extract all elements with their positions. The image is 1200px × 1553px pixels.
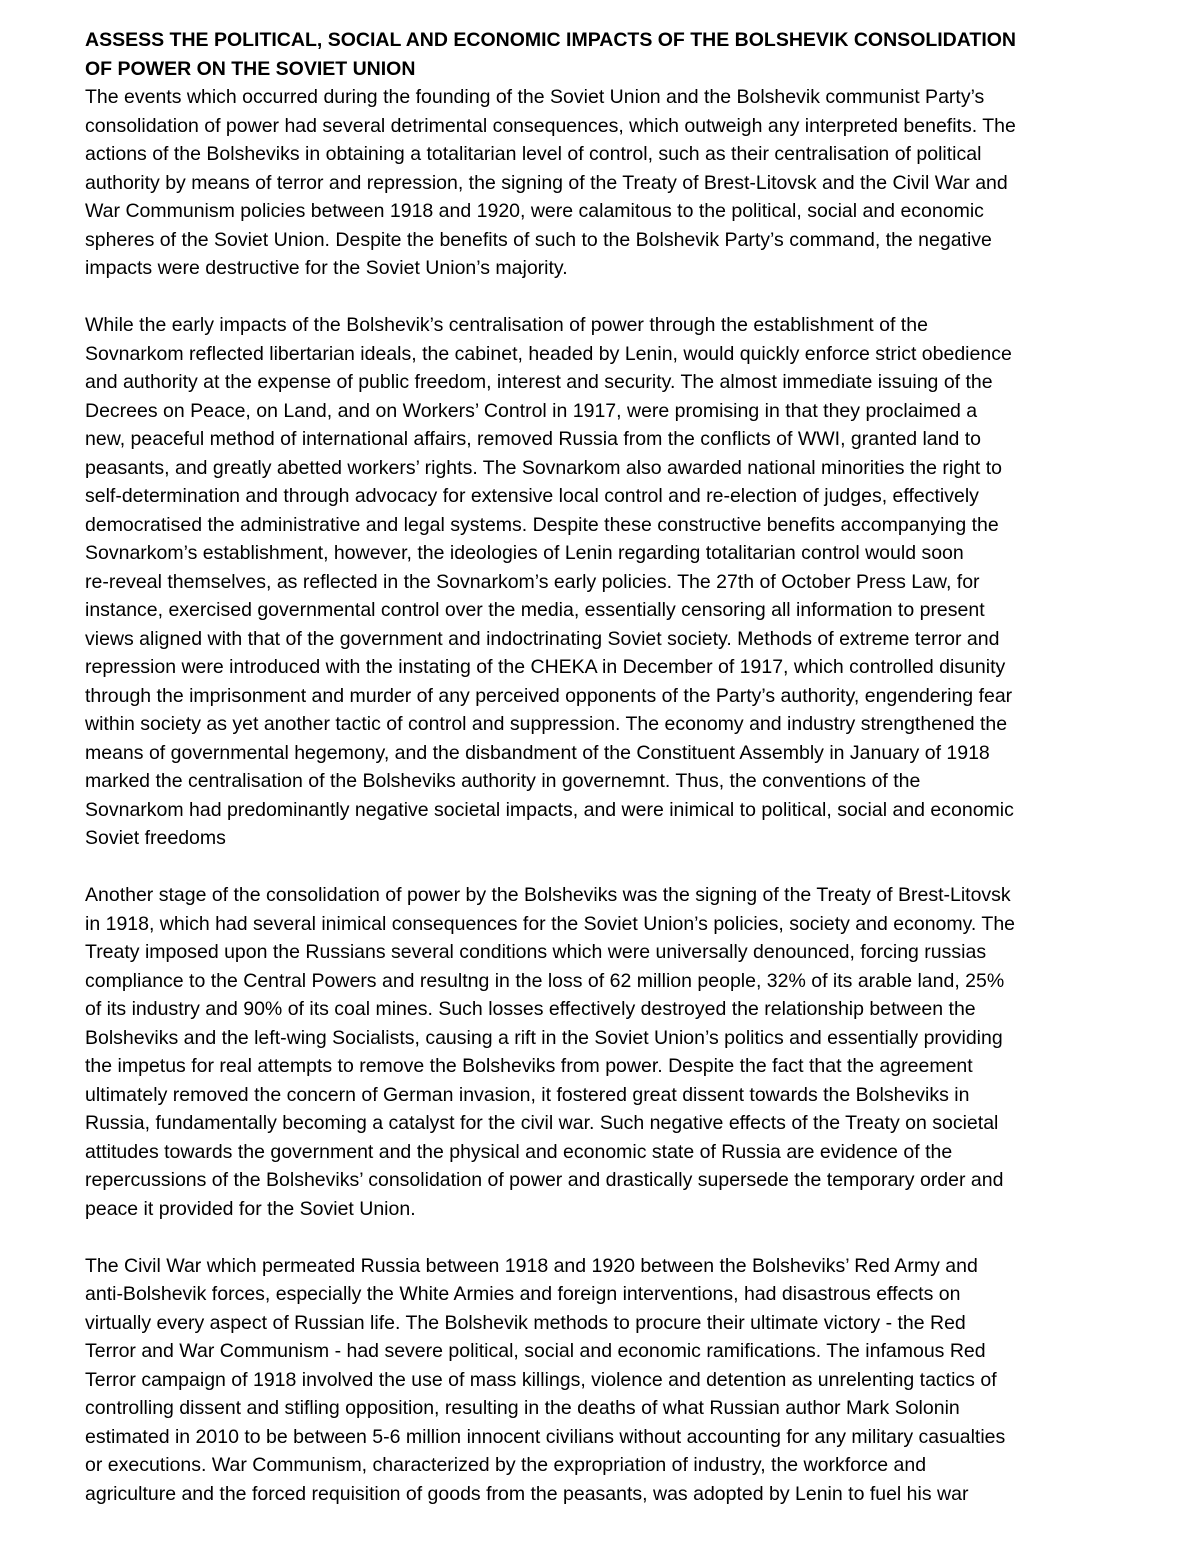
paragraph-line: The events which occurred during the founding of the Soviet Union and the Bolshevik communist Party’s	[85, 86, 985, 108]
paragraph-sovnarkom	[85, 311, 1130, 853]
paragraph-line: consolidation of power had several detrimental consequences, which outweigh any interpreted benefits. The	[85, 114, 1016, 137]
paragraph-line: instance, exercised governmental control over the media, essentially censoring all information to present	[85, 599, 985, 621]
paragraph-line: through the imprisonment and murder of any perceived opponents of the Party’s authority, engendering fear	[85, 684, 1013, 707]
paragraph-civil-war	[85, 1252, 1130, 1509]
paragraph-line: means of governmental hegemony, and the disbandment of the Constituent Assembly in January of 1918	[85, 741, 990, 764]
paragraph-line: ultimately removed the concern of German invasion, it fostered great dissent towards the Bolsheviks in	[85, 1083, 970, 1106]
paragraph-line: Decrees on Peace, on Land, and on Workers’ Control in 1917, were promising in that they proclaimed a	[85, 399, 978, 422]
paragraph-line: virtually every aspect of Russian life. The Bolshevik methods to procure their ultimate victory - the Red	[85, 1311, 966, 1334]
paragraph-line: Sovnarkom had predominantly negative societal impacts, and were inimical to political, social and economic	[85, 798, 1014, 821]
paragraph-line: peace it provided for the Soviet Union.	[85, 1197, 416, 1220]
paragraph-line: Terror and War Communism - had severe political, social and economic ramifications. The infamous Red	[85, 1340, 986, 1362]
paragraph-line: Bolsheviks and the left-wing Socialists, causing a rift in the Soviet Union’s politics and essentially providing	[85, 1026, 1003, 1049]
paragraph-line: controlling dissent and stifling opposition, resulting in the deaths of what Russian author Mark Solonin	[85, 1397, 960, 1419]
document-title	[85, 26, 1130, 83]
paragraph-line: Treaty imposed upon the Russians several conditions which were universally denounced, forcing russias	[85, 941, 987, 963]
paragraph-introduction	[85, 83, 1130, 283]
paragraph-line: spheres of the Soviet Union. Despite the benefits of such to the Bolshevik Party’s command, the negative	[85, 228, 992, 251]
paragraph-line: The Civil War which permeated Russia between 1918 and 1920 between the Bolsheviks’ Red Army and	[85, 1254, 978, 1277]
paragraph-line: compliance to the Central Powers and resultng in the loss of 62 million people, 32% of its arable land, 25%	[85, 969, 1005, 992]
title-line: OF POWER ON THE SOVIET UNION	[85, 57, 416, 80]
paragraph-line: Sovnarkom’s establishment, however, the ideologies of Lenin regarding totalitarian control would soon	[85, 542, 964, 564]
paragraph-line: actions of the Bolsheviks in obtaining a totalitarian level of control, such as their centralisation of political	[85, 143, 982, 165]
title-line: ASSESS THE POLITICAL, SOCIAL AND ECONOMIC IMPACTS OF THE BOLSHEVIK CONSOLIDATION	[85, 29, 1016, 51]
paragraph-line: peasants, and greatly abetted workers’ rights. The Sovnarkom also awarded national minorities the right to	[85, 456, 1002, 479]
paragraph-line: the impetus for real attempts to remove the Bolsheviks from power. Despite the fact that the agreement	[85, 1055, 973, 1077]
paragraph-line: self-determination and through advocacy for extensive local control and re-election of judges, effectively	[85, 485, 979, 507]
paragraph-line: estimated in 2010 to be between 5-6 million innocent civilians without accounting for any military casualties	[85, 1425, 1006, 1448]
paragraph-line: repression were introduced with the instating of the CHEKA in December of 1917, which controlled disunity	[85, 656, 1006, 678]
paragraph-line: of its industry and 90% of its coal mines. Such losses effectively destroyed the relationship between the	[85, 998, 976, 1020]
paragraph-line: Russia, fundamentally becoming a catalyst for the civil war. Such negative effects of the Treaty on societal	[85, 1112, 999, 1134]
paragraph-line: and authority at the expense of public freedom, interest and security. The almost immediate issuing of the	[85, 371, 993, 393]
document-page	[85, 26, 1130, 1537]
paragraph-line: views aligned with that of the government and indoctrinating Soviet society. Methods of extreme terror and	[85, 627, 1000, 650]
paragraph-line: marked the centralisation of the Bolsheviks authority in governemnt. Thus, the conventions of the	[85, 770, 921, 792]
paragraph-line: agriculture and the forced requisition of goods from the peasants, was adopted by Lenin to fuel his war	[85, 1482, 969, 1505]
paragraph-brest-litovsk	[85, 881, 1130, 1223]
paragraph-line: re-reveal themselves, as reflected in the Sovnarkom’s early policies. The 27th of October Press Law, for	[85, 570, 980, 593]
paragraph-line: While the early impacts of the Bolshevik’s centralisation of power through the establishment of the	[85, 314, 928, 336]
paragraph-line: authority by means of terror and repression, the signing of the Treaty of Brest-Litovsk and the Civil War and	[85, 171, 1008, 194]
paragraph-line: Sovnarkom reflected libertarian ideals, the cabinet, headed by Lenin, would quickly enforce strict obedience	[85, 342, 1012, 365]
paragraph-line: Soviet freedoms	[85, 827, 226, 849]
paragraph-line: democratised the administrative and legal systems. Despite these constructive benefits accompanying the	[85, 513, 999, 536]
paragraph-line: repercussions of the Bolsheviks’ consolidation of power and drastically supersede the temporary order and	[85, 1169, 1004, 1191]
paragraph-line: within society as yet another tactic of control and suppression. The economy and industry strengthened the	[85, 713, 1008, 735]
paragraph-line: new, peaceful method of international affairs, removed Russia from the conflicts of WWI, granted land to	[85, 428, 982, 450]
paragraph-line: War Communism policies between 1918 and 1920, were calamitous to the political, social and economic	[85, 200, 984, 222]
paragraph-line: attitudes towards the government and the physical and economic state of Russia are evidence of the	[85, 1140, 953, 1163]
paragraph-line: impacts were destructive for the Soviet Union’s majority.	[85, 257, 568, 279]
paragraph-line: or executions. War Communism, characterized by the expropriation of industry, the workforce and	[85, 1454, 927, 1476]
paragraph-line: in 1918, which had several inimical consequences for the Soviet Union’s policies, society and economy. The	[85, 912, 1016, 935]
paragraph-line: Another stage of the consolidation of power by the Bolsheviks was the signing of the Treaty of Brest-Litovsk	[85, 884, 1011, 906]
paragraph-line: Terror campaign of 1918 involved the use of mass killings, violence and detention as unrelenting tactics of	[85, 1368, 997, 1391]
paragraph-line: anti-Bolshevik forces, especially the White Armies and foreign interventions, had disastrous effects on	[85, 1283, 961, 1305]
